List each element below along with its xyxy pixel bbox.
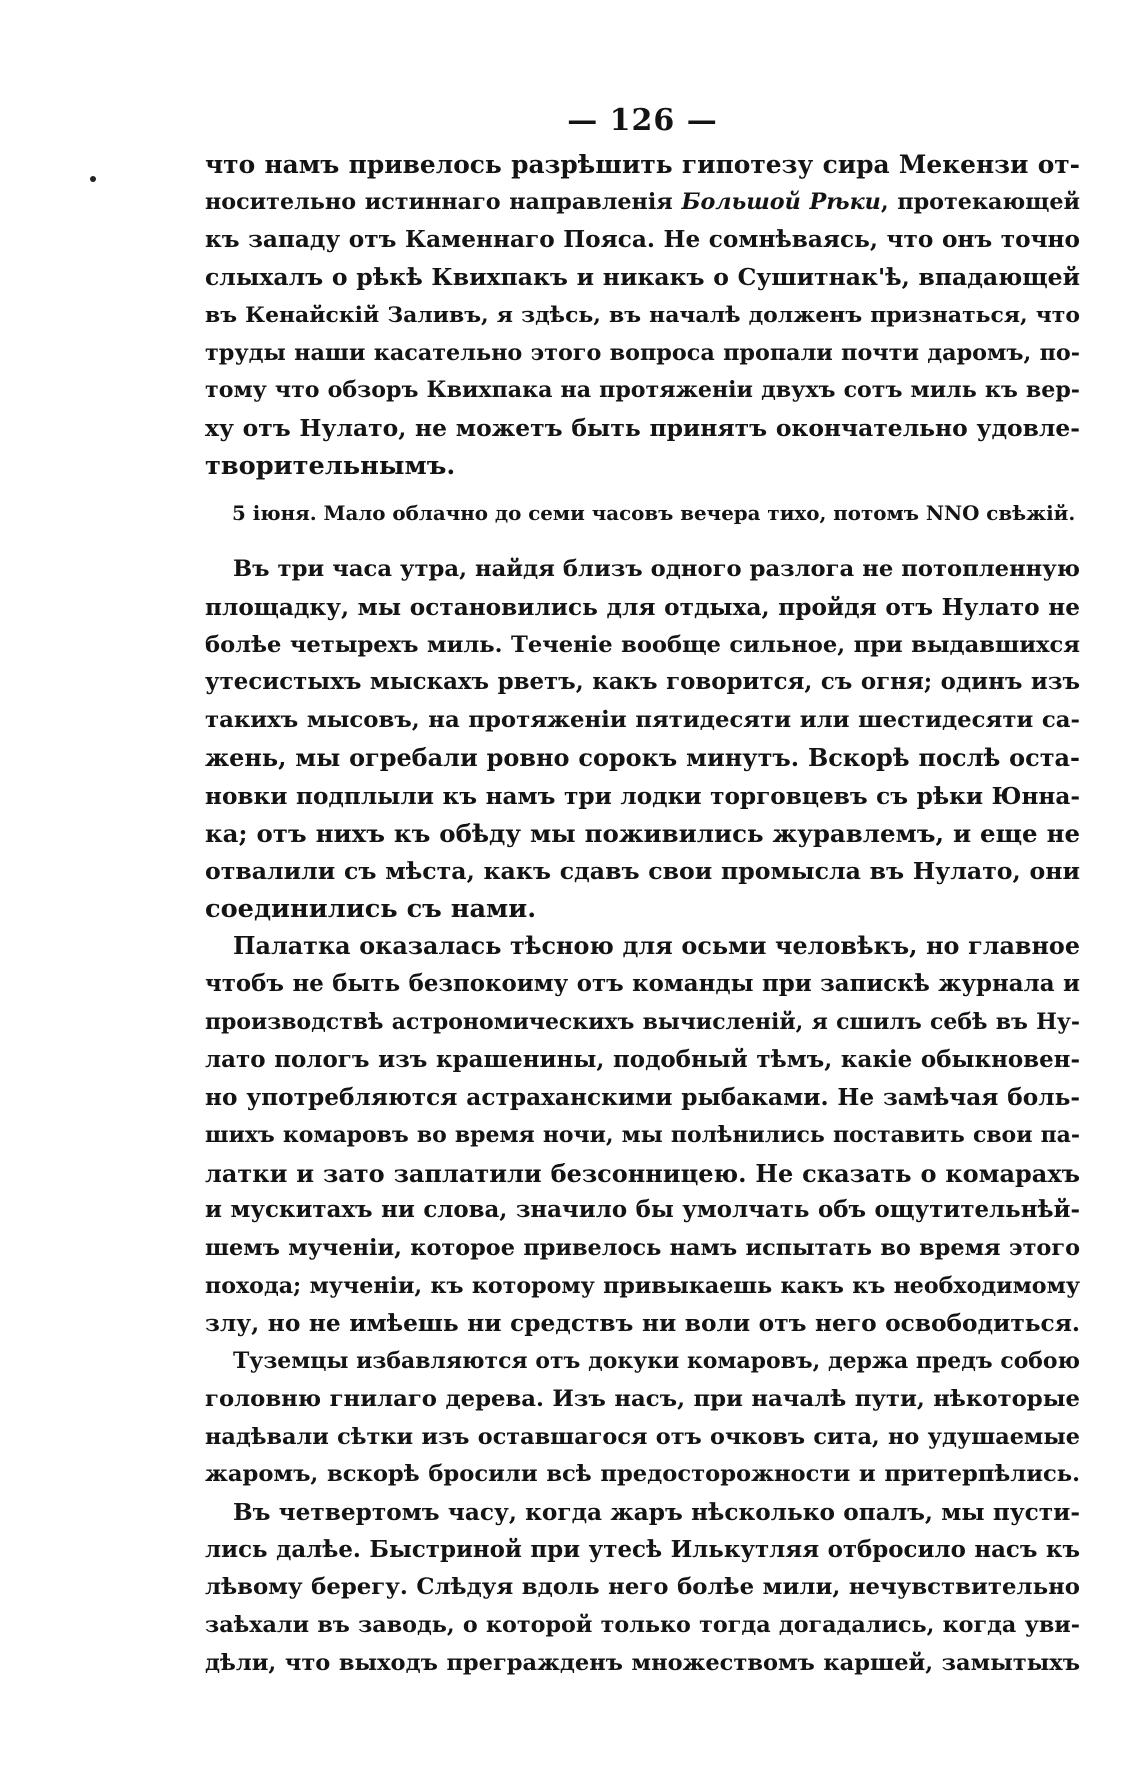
- text-line: отвалили съ мѣста, какъ сдавъ свои промысла въ Нулато, они: [205, 856, 1080, 885]
- text-line: труды наши касательно этого вопроса пропали почти даромъ, по-: [205, 339, 1080, 366]
- text-line: головню гнилаго дерева. Изъ насъ, при началѣ пути, нѣкоторые: [205, 1385, 1080, 1412]
- text-line: жаромъ, вскорѣ бросили всѣ предосторожности и притерпѣлись.: [205, 1461, 1080, 1488]
- text-line: болѣе четырехъ миль. Теченіе вообще сильное, при выдавшихся: [205, 631, 1080, 658]
- text-line: производствѣ астрономическихъ вычисленій, я сшилъ себѣ въ Ну-: [205, 1008, 1080, 1035]
- text-line: заѣхали въ заводь, о которой только тогда догадались, когда уви-: [205, 1612, 1080, 1639]
- text-line: дѣли, что выходъ прегражденъ множествомъ каршей, замытыхъ: [205, 1649, 1080, 1676]
- text-line: Туземцы избавляются отъ докуки комаровъ, держа предъ собою: [233, 1348, 1080, 1375]
- text-line: новки подплыли къ намъ три лодки торговцевъ съ рѣки Юнна-: [205, 782, 1080, 810]
- text-fragment: , протекающей: [880, 188, 1080, 215]
- text-line: лѣвому берегу. Слѣдуя вдоль него болѣе мили, нечувствительно: [205, 1574, 1080, 1601]
- text-line: надѣвали сѣтки изъ оставшагося отъ очковъ сита, но удушаемые: [205, 1423, 1080, 1450]
- text-line: злу, но не имѣешь ни средствъ ни воли отъ него освободиться.: [205, 1310, 1080, 1338]
- text-line: [205, 184, 1080, 222]
- italic-phrase: Большой Рѣки: [681, 188, 881, 215]
- text-line: шихъ комаровъ во время ночи, мы полѣнились поставить свои па-: [205, 1121, 1080, 1148]
- journal-entry-line: 5 іюня. Мало облачно до семи часовъ вечера тихо, потомъ NNO свѣжій.: [232, 501, 1076, 526]
- text-line: лись далѣе. Быстриной при утесѣ Илькутляя отбросило насъ къ: [205, 1536, 1080, 1563]
- text-line: похода; мученіи, къ которому привыкаешь какъ къ необходимому: [205, 1272, 1080, 1299]
- text-line: и мускитахъ ни слова, значило бы умолчать объ ощутительнѣй-: [205, 1197, 1080, 1224]
- text-line: Въ четвертомъ часу, когда жаръ нѣсколько опалъ, мы пусти-: [233, 1498, 1080, 1526]
- text-line: такихъ мысовъ, на протяженіи пятидесяти или шестидесяти са-: [205, 707, 1080, 734]
- text-line: къ западу отъ Каменнаго Пояса. Не сомнѣваясь, что онъ точно: [205, 226, 1080, 254]
- text-line: чтобъ не быть безпокоиму отъ команды при запискѣ журнала и: [205, 971, 1080, 998]
- text-line: ху отъ Нулато, не можетъ быть принятъ окончательно удовле-: [205, 413, 1080, 442]
- text-line: шемъ мученіи, которое привелось намъ испытать во время этого: [205, 1234, 1080, 1261]
- page-number: — 126 —: [567, 103, 718, 138]
- paragraph-1: [205, 146, 1080, 485]
- page: [205, 98, 1080, 1682]
- text-line: что намъ привелось разрѣшить гипотезу сира Мекензи от-: [205, 150, 1080, 179]
- text-line: латки и зато заплатили безсонницею. Не сказать о комарахъ: [205, 1158, 1080, 1188]
- paragraph-4: [205, 1343, 1080, 1494]
- paragraph-2: [205, 551, 1080, 928]
- text-line: площадку, мы остановились для отдыха, пройдя отъ Нулато не: [205, 594, 1080, 622]
- text-line: Палатка оказалась тѣсною для осьми человѣкъ, но главное: [233, 932, 1080, 961]
- text-line: въ Кенайскій Заливъ, я здѣсь, въ началѣ долженъ признаться, что: [205, 301, 1080, 328]
- text-line: тому что обзоръ Квихпака на протяженіи двухъ сотъ миль къ вер-: [205, 377, 1080, 404]
- text-fragment: носительно истиннаго направленія: [205, 188, 673, 215]
- text-line: но употребляются астраханскими рыбаками. Не замѣчая боль-: [205, 1084, 1080, 1112]
- text-line: слыхалъ о рѣкѣ Квихпакъ и никакъ о Сушитнак'ѣ, впадающей: [205, 263, 1080, 292]
- paragraph-3: [205, 928, 1080, 1343]
- text-line: утесистыхъ мыскахъ рветъ, какъ говорится, съ огня; одинъ изъ: [205, 669, 1080, 696]
- text-line: творительнымъ.: [205, 450, 456, 481]
- margin-mark: [90, 176, 96, 182]
- text-line: жень, мы огребали ровно сорокъ минутъ. Вскорѣ послѣ оста-: [205, 743, 1080, 772]
- text-line: ка; отъ нихъ къ обѣду мы поживились журавлемъ, и еще не: [205, 819, 1080, 849]
- paragraph-5: [205, 1494, 1080, 1683]
- text-line: соединились съ нами.: [205, 893, 537, 924]
- text-line: Въ три часа утра, найдя близъ одного разлога не потопленную: [233, 556, 1080, 583]
- text-line: лато пологъ изъ крашенины, подобный тѣмъ, какіе обыкновен-: [205, 1046, 1080, 1074]
